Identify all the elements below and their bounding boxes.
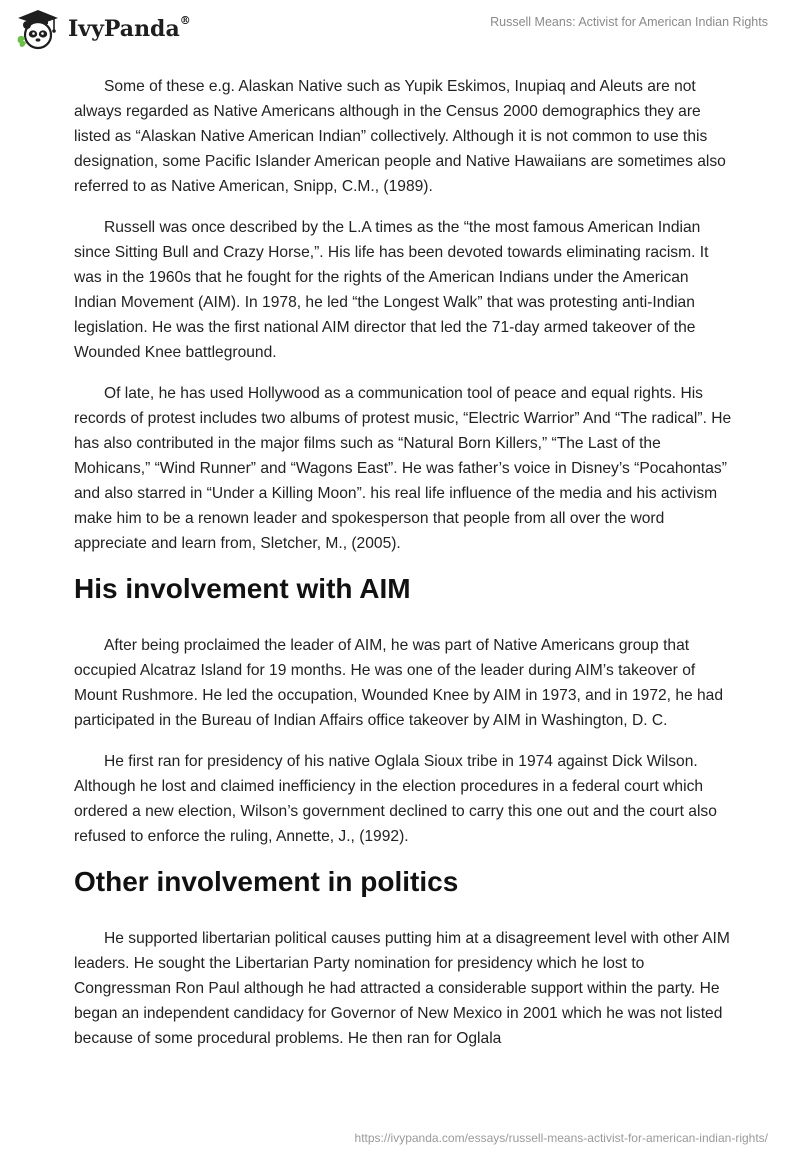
logo-wordmark bbox=[68, 16, 191, 42]
paragraph: Russell was once described by the L.A times as the “the most famous American Indian since Sitting Bull and Crazy Horse,”. His life has been devoted towards eliminating racism. It was in the 1960s that he fought for the rights of the American Indians under the American Indian Movement (AIM). In 1978, he led “the Longest Walk” that was protesting anti-Indian legislation. He was the first national AIM director that led the 71-day armed takeover of the Wounded Knee battleground. bbox=[74, 219, 709, 361]
logo-text: IvyPanda bbox=[68, 16, 180, 42]
paragraph: Some of these e.g. Alaskan Native such as Yupik Eskimos, Inupiaq and Aleuts are not always regarded as Native Americans although in the Census 2000 demographics they are listed as “Alaskan Native American Indian” collectively. Although it is not common to use this designation, some Pacific Islander American people and Native Hawaiians are sometimes also referred to as Native American, Snipp, C.M., (1989). bbox=[74, 78, 726, 195]
ivypanda-logo[interactable] bbox=[14, 8, 191, 50]
document-title: Russell Means: Activist for American Indian Rights bbox=[490, 15, 768, 29]
page-header bbox=[0, 0, 800, 60]
paragraph: After being proclaimed the leader of AIM, he was part of Native Americans group that occupied Alcatraz Island for 19 months. He was one of the leader during AIM’s takeover of Mount Rushmore. He led the occupation, Wounded Knee by AIM in 1973, and in 1972, he had participated in the Bureau of Indian Affairs office takeover by AIM in Washington, D. C. bbox=[74, 637, 724, 729]
registered-mark: ® bbox=[179, 14, 191, 27]
section-heading: Other involvement in politics bbox=[74, 866, 459, 897]
panda-graduation-cap-icon bbox=[14, 8, 62, 50]
section-heading: His involvement with AIM bbox=[74, 573, 411, 604]
paragraph: He first ran for presidency of his native Oglala Sioux tribe in 1974 against Dick Wilson. Although he lost and claimed inefficiency in the election procedures in a federal court which ordered a new election, Wilson’s government declined to carry this one out and the court also refused to enforce the ruling, Annette, J., (1992). bbox=[74, 753, 717, 845]
paragraph: He supported libertarian political causes putting him at a disagreement level with other AIM leaders. He sought the Libertarian Party nomination for presidency which he lost to Congressman Ron Paul although he had attracted a considerable support within the party. He began an independent candidacy for Governor of New Mexico in 2001 which he was not listed because of some procedural problems. He then ran for Oglala bbox=[74, 930, 730, 1047]
paragraph: Of late, he has used Hollywood as a communication tool of peace and equal rights. His records of protest includes two albums of protest music, “Electric Warrior” And “The radical”. He has also contributed in the major films such as “Natural Born Killers,” “The Last of the Mohicans,” “Wind Runner” and “Wagons East”. He was father’s voice in Disney’s “Pocahontas” and also starred in “Under a Killing Moon”. his real life influence of the media and his activism make him to be a renown leader and spokesperson that people from all over the word appreciate and learn from, Sletcher, M., (2005). bbox=[74, 385, 732, 552]
essay-body bbox=[74, 74, 734, 1067]
source-url[interactable]: https://ivypanda.com/essays/russell-means-activist-for-american-indian-rights/ bbox=[354, 1131, 768, 1145]
